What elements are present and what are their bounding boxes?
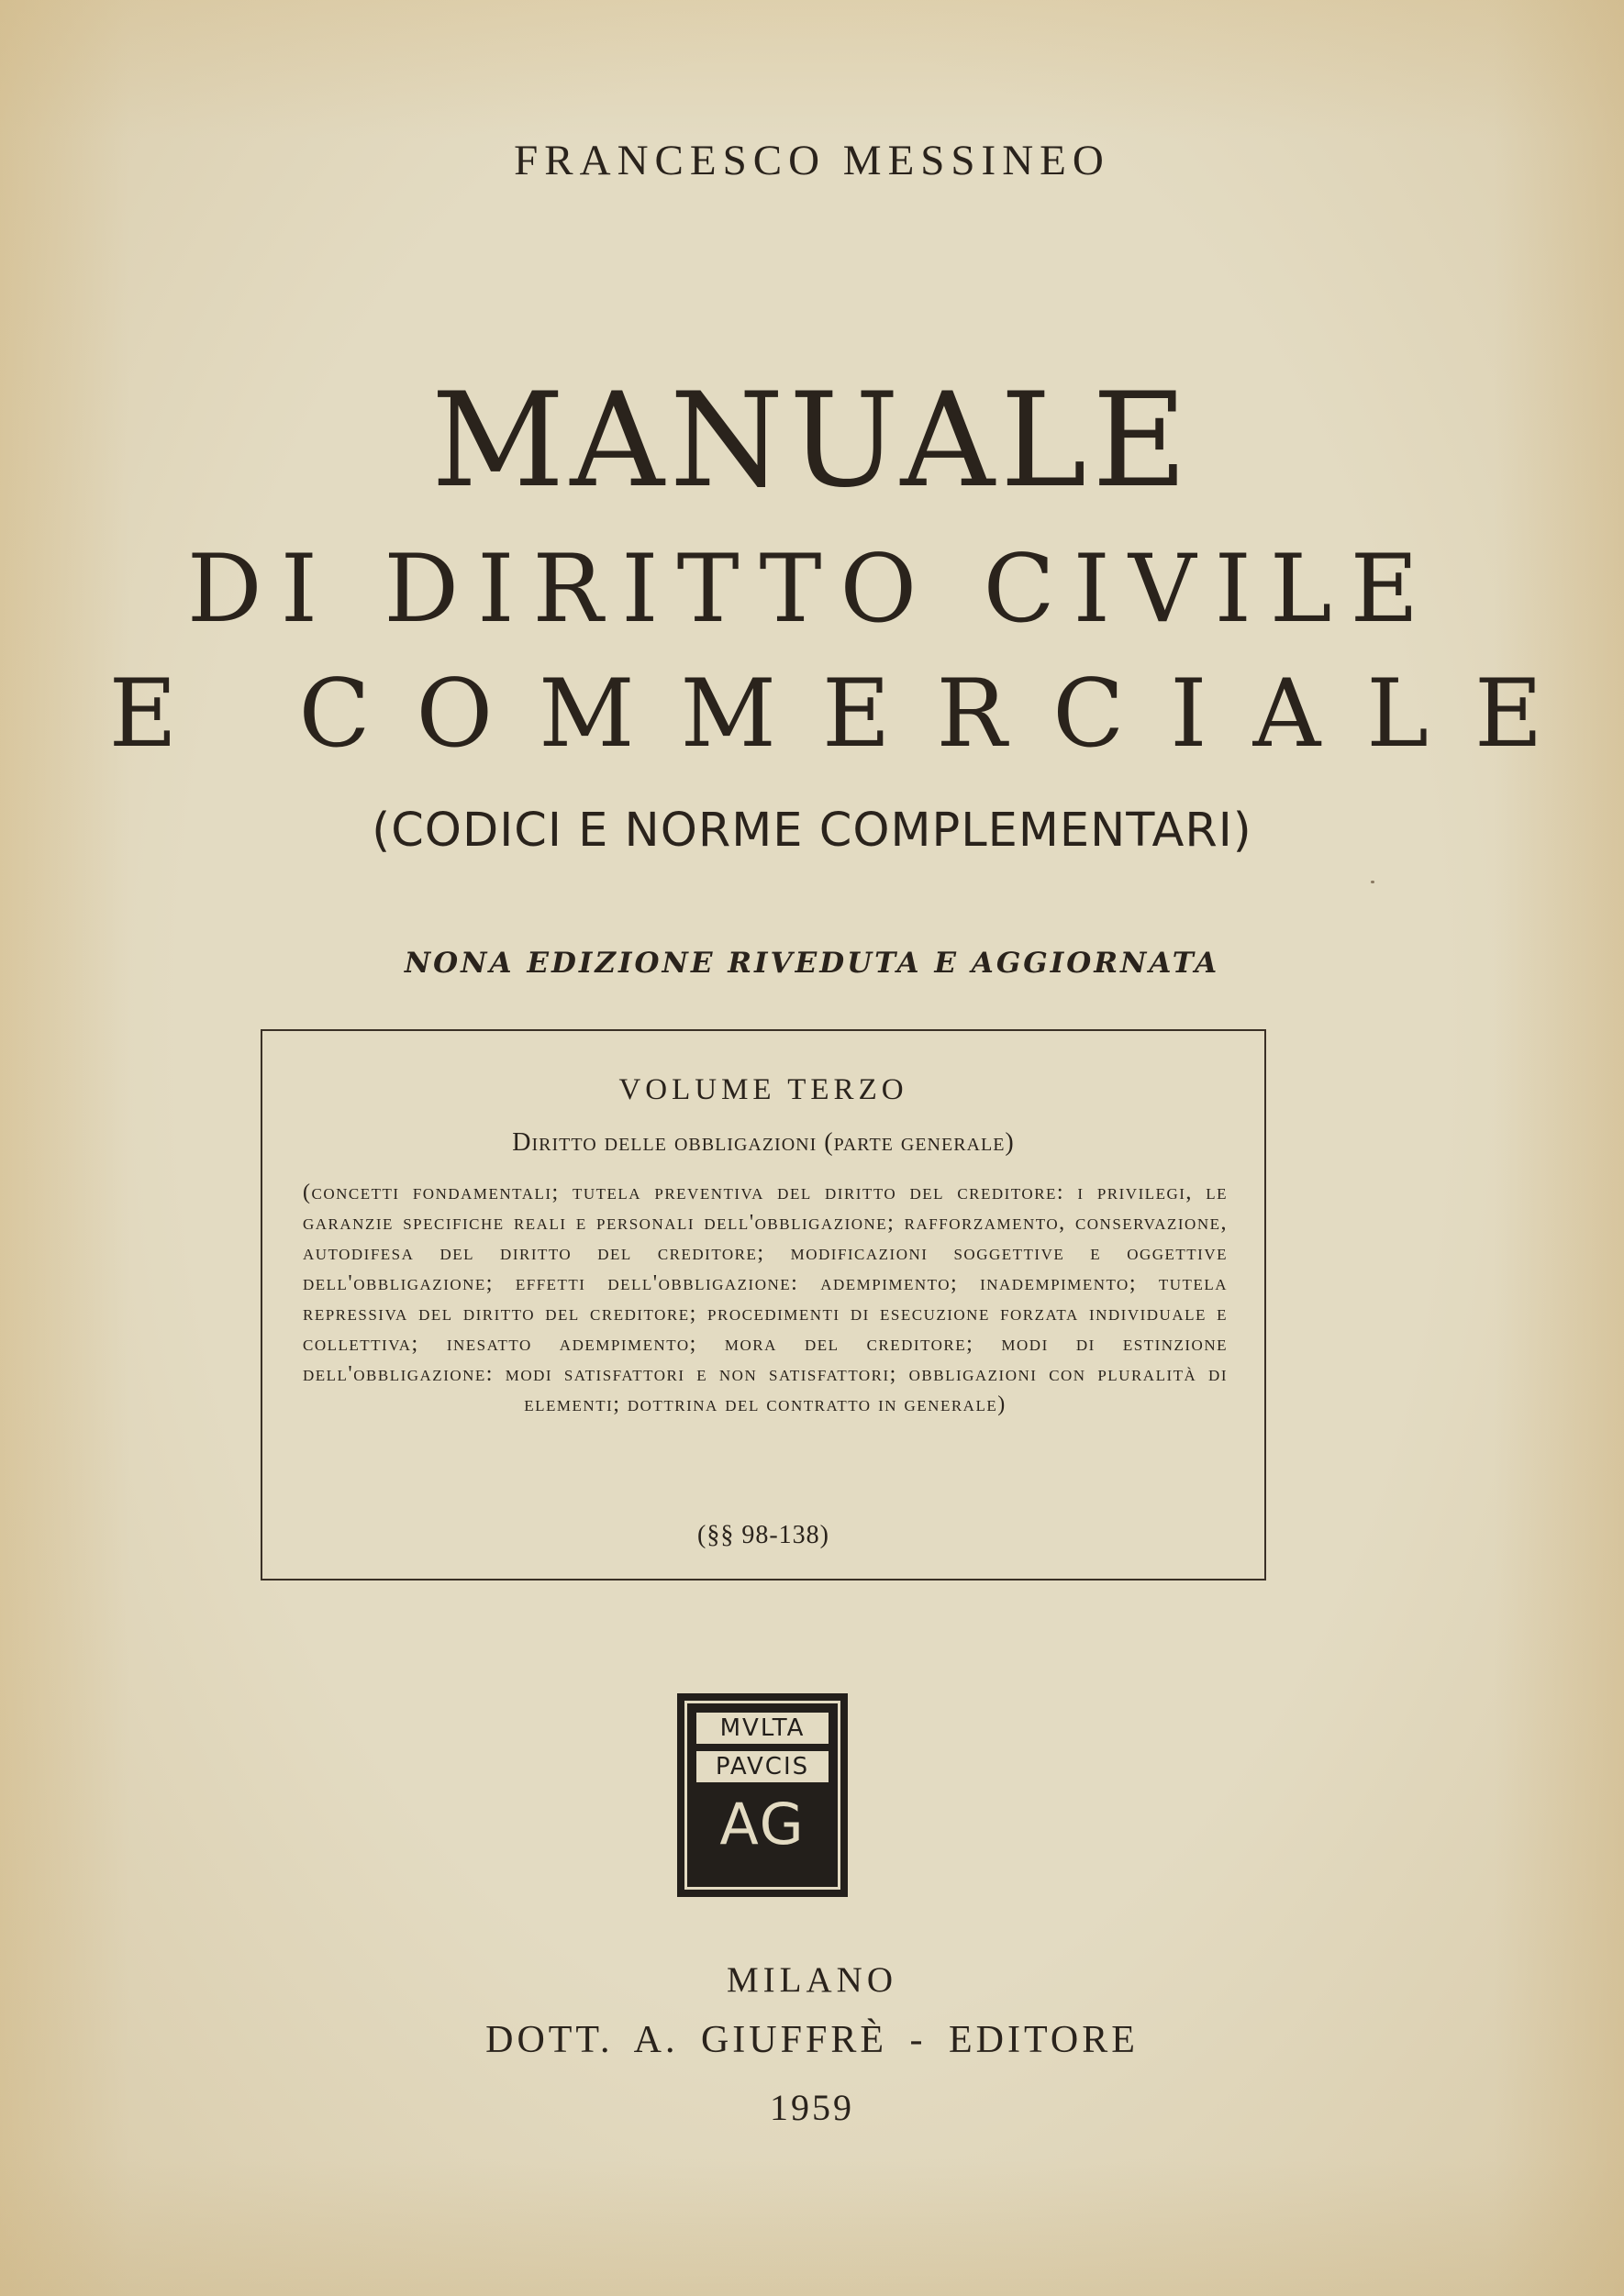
volume-subject: Diritto delle obbligazioni (parte generale) bbox=[512, 1128, 1015, 1157]
volume-section-range: (§§ 98-138) bbox=[697, 1521, 829, 1549]
title-line-2: DI DIRITTO CIVILE bbox=[186, 535, 1438, 644]
logo-monogram: AG bbox=[719, 1791, 806, 1858]
title-line-3: E COMMERCIALE bbox=[108, 660, 1589, 769]
title-line-1: MANUALE bbox=[430, 365, 1193, 516]
imprint-city: MILANO bbox=[727, 1960, 897, 2000]
publisher-logo-frame bbox=[684, 1701, 840, 1890]
publisher-logo bbox=[677, 1693, 848, 1897]
paper-speck bbox=[1371, 881, 1374, 883]
logo-word-paucis: PAVCIS bbox=[696, 1751, 829, 1782]
volume-box bbox=[261, 1029, 1266, 1581]
imprint-year: 1959 bbox=[770, 2087, 854, 2128]
volume-contents: (concetti fondamentali; tutela preventiva del diritto del creditore: i privilegi, le garanzie specifiche reali e personali dell'obbligazione; rafforzamento, conservazione, autodifesa del diritto del creditore; modificazioni soggettive e oggettive dell'obbligazione; effetti dell'obbligazione: adempimento; inadempimento; tutela repressiva del diritto del creditore; procedimenti di esecuzione forzata individuale e collettiva; inesatto adempimento; mora del creditore; modi di estinzione dell'obbligazione: modi satisfattori e non satisfattori; obbligazioni con pluralità di elementi; dottrina del contratto in generale) bbox=[303, 1181, 1228, 1416]
author-name: FRANCESCO MESSINEO bbox=[514, 137, 1110, 184]
imprint-publisher: DOTT. A. GIUFFRÈ - EDITORE bbox=[485, 2019, 1139, 2061]
logo-word-multa: MVLTA bbox=[696, 1713, 829, 1744]
edition-note: NONA EDIZIONE RIVEDUTA E AGGIORNATA bbox=[404, 947, 1220, 980]
volume-title: VOLUME TERZO bbox=[618, 1073, 908, 1106]
subtitle: (CODICI E NORME COMPLEMENTARI) bbox=[372, 804, 1252, 858]
